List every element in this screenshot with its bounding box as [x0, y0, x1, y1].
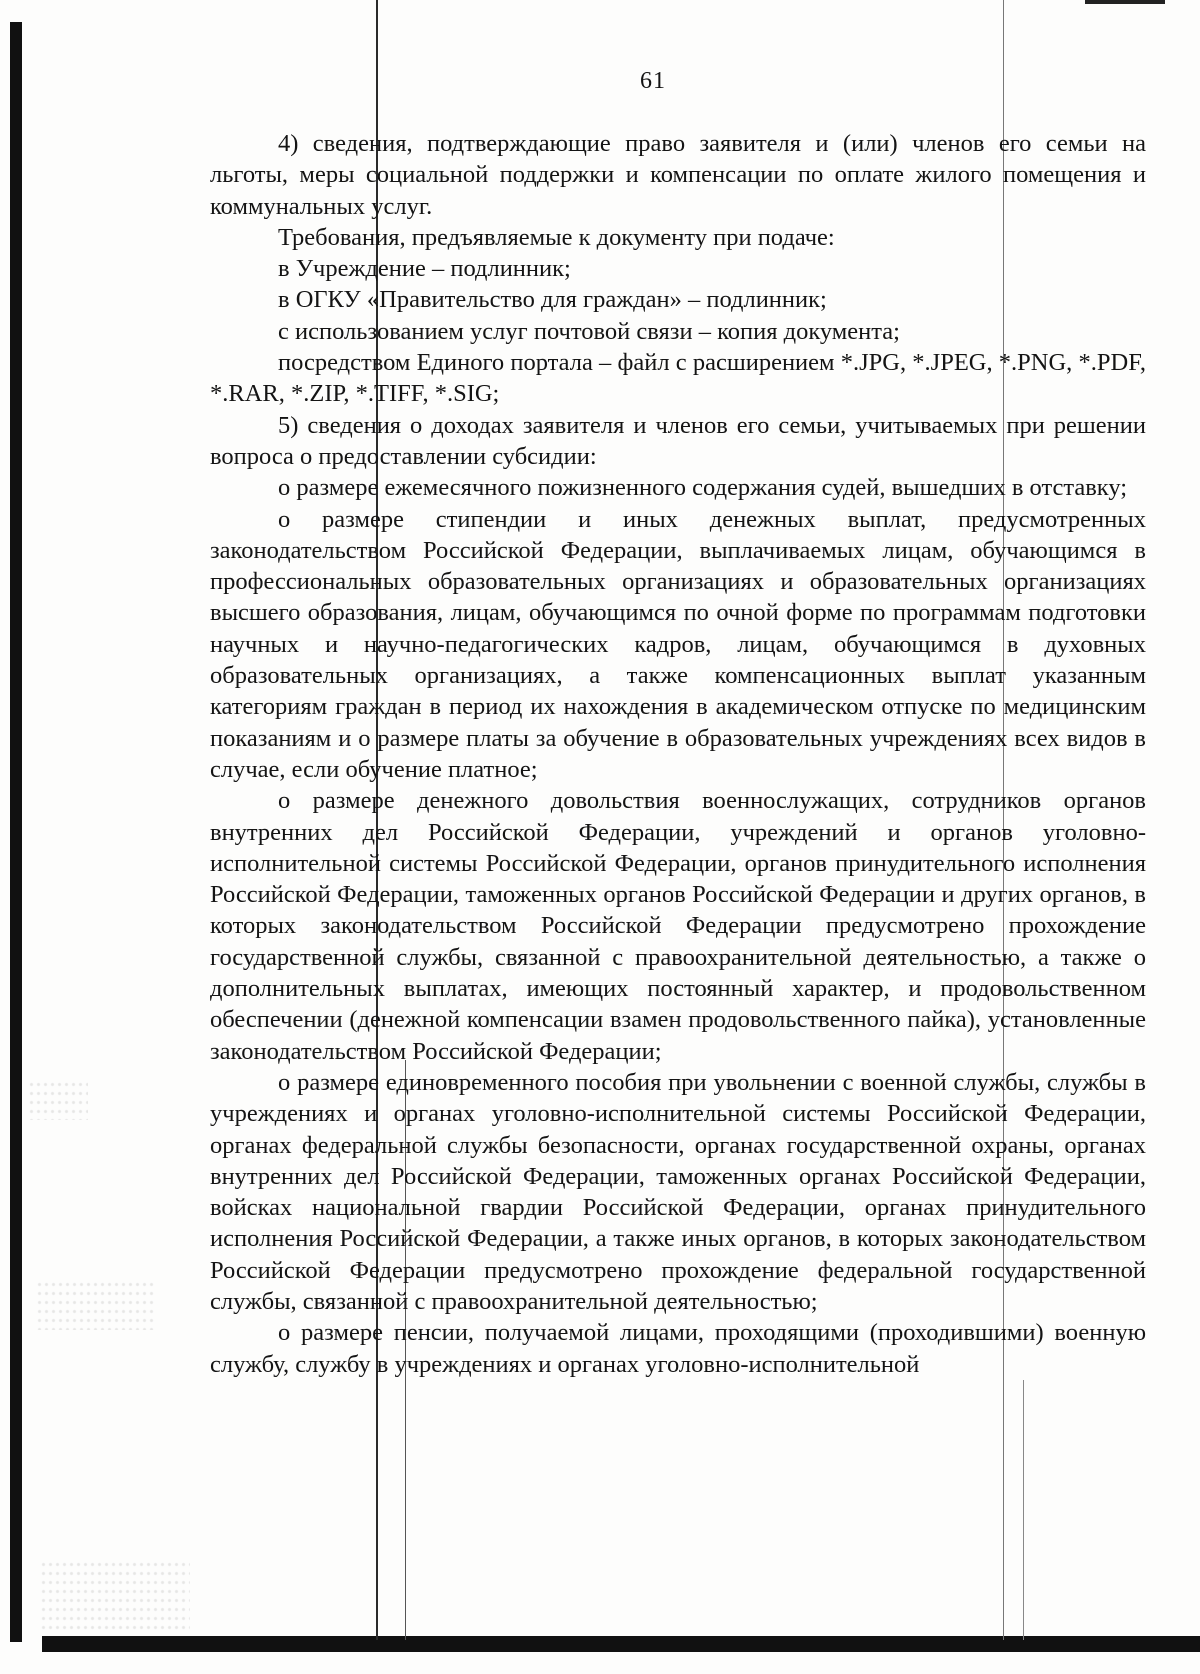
scan-edge-artifact-top: [1085, 0, 1165, 4]
scan-noise: [28, 1080, 88, 1120]
paragraph-requirements-heading: Требования, предъявляемые к документу при подаче:: [278, 223, 835, 251]
paragraph-requirement: в Учреждение – подлинник;: [278, 255, 571, 283]
scan-noise: [36, 1280, 156, 1330]
scan-edge-artifact-bottom: [42, 1636, 1200, 1652]
scan-fold-line: [1023, 1380, 1024, 1640]
paragraph-requirement: посредством Единого портала – файл с расширением *.JPG, *.JPEG, *.PNG, *.PDF, *.RAR, *.ZIP, *.TIFF, *.SIG;: [210, 349, 1146, 408]
paragraph-requirement: в ОГКУ «Правительство для граждан» – подлинник;: [278, 286, 827, 314]
paragraph-income-item: о размере единовременного пособия при увольнении с военной службы, службы в учреждениях и органах уголовно-исполнительной системы Российской Федерации, органах федеральной службы безопасности, органах государственной охраны, органах внутренних дел Российской Федерации, таможенных органах Российской Федерации, войсках национальной гвардии Российской Федерации, органах принудительного исполнения Российской Федерации, а также иных органов, в которых законодательством Российской Федерации предусмотрено прохождение федеральной государственной службы, связанной с правоохранительной деятельностью;: [210, 1068, 1146, 1315]
paragraph-item-5: 5) сведения о доходах заявителя и членов его семьи, учитываемых при решении вопроса о предоставлении субсидии:: [210, 411, 1146, 470]
paragraph-item-4: 4) сведения, подтверждающие право заявителя и (или) членов его семьи на льготы, меры социальной поддержки и компенсации по оплате жилого помещения и коммунальных услуг.: [210, 130, 1146, 220]
scan-edge-artifact-left: [10, 22, 22, 1642]
document-body: [210, 128, 1146, 1380]
paragraph-income-item: о размере пенсии, получаемой лицами, проходящими (проходившими) военную службу, службу в учреждениях и органах уголовно-исполнительной: [210, 1319, 1146, 1378]
paragraph-income-item: о размере стипендии и иных денежных выплат, предусмотренных законодательством Российской Федерации, выплачиваемых лицам, обучающимся в профессиональных образовательных организациях и образовательных организациях высшего образования, лицам, обучающимся по очной форме по программам подготовки научных и научно-педагогических кадров, лицам, обучающимся в духовных образовательных организациях, а также компенсационных выплат указанным категориям граждан в период их нахождения в академическом отпуске по медицинским показаниям и о размере платы за обучение в образовательных учреждениях всех видов в случае, если обучение платное;: [210, 505, 1146, 783]
scan-noise: [40, 1560, 190, 1630]
paragraph-income-item: о размере денежного довольствия военнослужащих, сотрудников органов внутренних дел Российской Федерации, учреждений и органов уголовно-исполнительной системы Российской Федерации, органов принудительного исполнения Российской Федерации, таможенных органов Российской Федерации и других органов, в которых законодательством Российской Федерации предусмотрено прохождение государственной службы, связанной с правоохранительной деятельностью, а также о дополнительных выплатах, имеющих постоянный характер, и продовольственном обеспечении (денежной компенсации взамен продовольственного пайка), установленные законодательством Российской Федерации;: [210, 787, 1146, 1065]
paragraph-requirement: с использованием услуг почтовой связи – копия документа;: [278, 317, 900, 345]
page-number: 61: [640, 68, 666, 94]
paragraph-income-item: о размере ежемесячного пожизненного содержания судей, вышедших в отставку;: [278, 474, 1128, 502]
